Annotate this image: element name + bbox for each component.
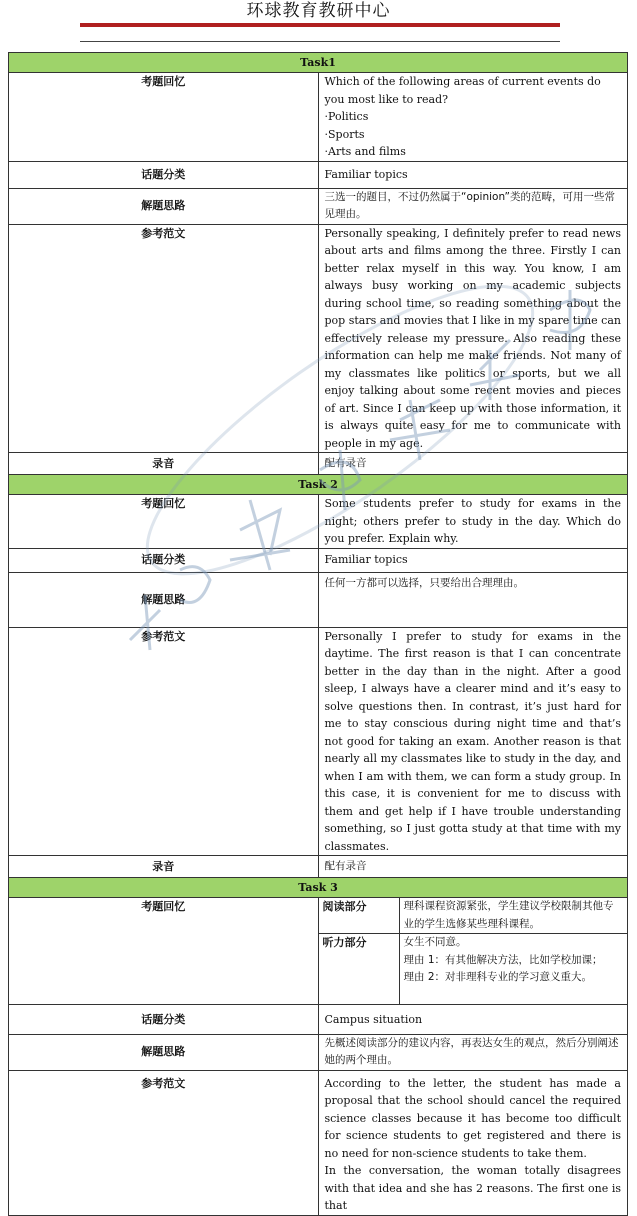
task3-sample-paragraph-1: According to the letter, the student has made a proposal that the school should cancel the required science classes because it has become too difficult for science students to get registered and there is no need for non-science students to take them. — [324, 1076, 621, 1160]
task1-question: Which of the following areas of current events do you most like to read? — [324, 75, 601, 106]
task3-category-label: 话题分类 — [9, 1004, 319, 1034]
task3-reading: 理科课程资源紧张，学生建议学校限制其他专业的学生选修某些理科课程。 — [399, 898, 627, 934]
task2-approach: 任何一方都可以选择，只要给出合理理由。 — [318, 572, 628, 627]
task1-question-cell — [318, 73, 628, 162]
task3-sample-label: 参考范文 — [9, 1070, 319, 1215]
header-rule-thin — [80, 41, 560, 42]
task3-reading-label: 阅读部分 — [319, 898, 400, 934]
task3-listening-line-1: 女生不同意。 — [403, 936, 467, 948]
tasks-table — [8, 52, 628, 1216]
task2-question: Some students prefer to study for exams in the night; others prefer to study in the day. Which do you prefer. Explain why. — [318, 495, 628, 549]
task3-inner-table — [319, 898, 628, 1004]
task1-category: Familiar topics — [318, 161, 628, 188]
task1-sample: Personally speaking, I definitely prefer to read news about arts and films among the three. Firstly I can better relax myself in this way. You know, I am always busy working on my academic subjects during school time, so reading something about the pop stars and movies that I like in my spare time can effectively release my pressure. Also reading these information can help me make friends. Not many of my classmates like politics or sports, but we all enjoy talking about some recent movies and pieces of art. Since I can keep up with those information, it is always quite easy for me to communicate with people in my age. — [318, 224, 628, 453]
task3-question-cell — [318, 898, 628, 1005]
task3-approach-label: 解题思路 — [9, 1034, 319, 1070]
task3-listening-line-2: 理由 1：有其他解决方法，比如学校加课； — [403, 953, 603, 966]
header-rule-red — [80, 23, 560, 27]
task1-option-2: ·Sports — [324, 127, 365, 141]
task1-audio: 配有录音 — [318, 453, 628, 475]
task1-option-3: ·Arts and films — [324, 145, 406, 158]
task2-sample-label: 参考范文 — [9, 627, 319, 856]
task1-audio-label: 录音 — [9, 453, 319, 475]
task3-category: Campus situation — [318, 1004, 628, 1034]
task3-listening-cell — [399, 934, 627, 1004]
task2-approach-label: 解题思路 — [9, 572, 319, 627]
task1-question-label: 考题回忆 — [9, 73, 319, 162]
task2-category-label: 话题分类 — [9, 548, 319, 572]
task2-category: Familiar topics — [318, 548, 628, 572]
task3-approach: 先概述阅读部分的建议内容，再表达女生的观点，然后分别阐述她的两个理由。 — [318, 1034, 628, 1070]
task2-title: Task 2 — [9, 475, 628, 495]
task1-approach-label: 解题思路 — [9, 188, 319, 224]
task3-question-label: 考题回忆 — [9, 898, 319, 1005]
page-header-title: 环球教育教研中心 — [246, 1, 391, 21]
task1-category-label: 话题分类 — [9, 161, 319, 188]
task3-listening-line-3: 理由 2：对非理科专业的学习意义重大。 — [403, 971, 593, 983]
task2-audio-label: 录音 — [9, 856, 319, 878]
task1-sample-label: 参考范文 — [9, 224, 319, 453]
task3-title: Task 3 — [9, 878, 628, 898]
task3-sample-paragraph-2: In the conversation, the woman totally disagrees with that idea and she has 2 reasons. The first one is that — [324, 1164, 621, 1212]
task1-title: Task1 — [9, 53, 628, 73]
task2-question-label: 考题回忆 — [9, 495, 319, 549]
task3-listening-label: 听力部分 — [319, 934, 400, 1004]
task3-sample-cell — [318, 1070, 628, 1215]
task2-sample: Personally I prefer to study for exams in the daytime. The first reason is that I can concentrate better in the day than in the night. After a good sleep, I always have a clearer mind and it’s easy to solve questions then. In contrast, it’s just hard for me to stay conscious during night time and that’s not good for taking an exam. Another reason is that nearly all my classmates like to study in the day, and when I am with them, we can form a study group. In this case, it is convenient for me to discuss with them and get help if I have trouble understanding something, so I just gotta study at that time with my classmates. — [318, 627, 628, 856]
task1-approach: 三选一的题目，不过仍然属于“opinion”类的范畴，可用一些常见理由。 — [318, 188, 628, 224]
task2-audio: 配有录音 — [318, 856, 628, 878]
task1-option-1: ·Politics — [324, 110, 369, 123]
